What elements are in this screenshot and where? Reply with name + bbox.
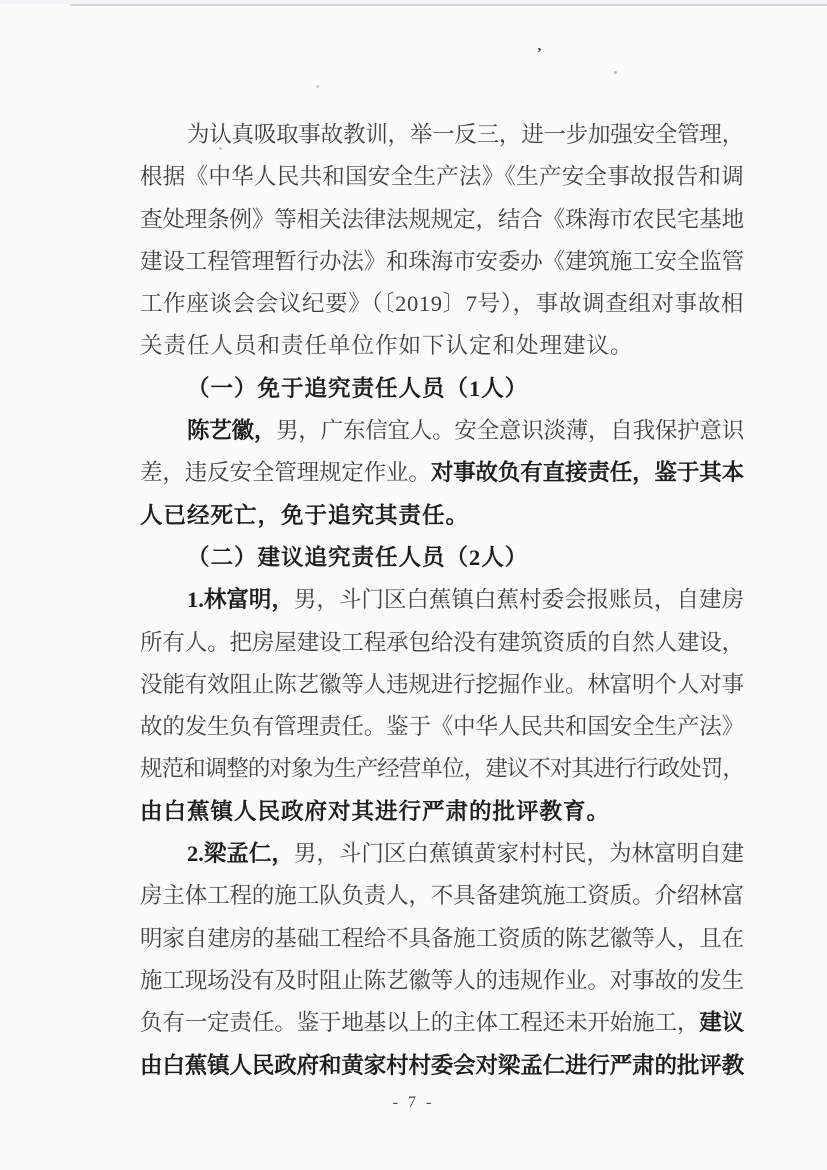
text-segment: 规范和调整的对象为生产经营单位，建议不对其进行行政处罚，: [140, 756, 744, 782]
text-line-content: [140, 283, 744, 325]
text-line-content: [140, 706, 744, 748]
text-segment: 差，违反安全管理规定作业。: [140, 460, 431, 486]
text-segment: 施工现场没有及时阻止陈艺徽等人的违规作业。对事故的发生: [140, 967, 744, 993]
text-line: [140, 156, 744, 198]
scan-speck: [614, 71, 617, 74]
text-line-content: [140, 452, 744, 494]
text-line-content: [140, 325, 634, 367]
text-segment: 工作座谈会会议纪要》（〔2019〕7号），事故调查组对事故相: [140, 291, 744, 317]
document-body: [140, 114, 744, 1087]
text-segment: 房主体工程的施工队负责人，不具备建筑施工资质。介绍林富: [140, 883, 744, 909]
text-line-content: [187, 537, 528, 579]
text-segment: 对事故负有直接责任，鉴于其本: [430, 460, 744, 486]
text-segment: 为认真吸取事故教训，举一反三，进一步加强安全管理，: [187, 122, 744, 147]
text-segment: （二）建议追究责任人员（2人）: [187, 544, 529, 570]
text-segment: 建设工程管理暂行办法》和珠海市安委办《建筑施工安全监管: [140, 248, 744, 274]
text-line: [140, 960, 744, 1002]
text-line-content: [140, 199, 744, 241]
text-line: [140, 368, 744, 410]
text-line-content: [187, 410, 744, 452]
text-line: [140, 410, 744, 452]
text-segment: 所有人。把房屋建设工程承包给没有建筑资质的自然人建设，: [140, 629, 744, 655]
text-line: [140, 452, 744, 494]
scan-artifact-mark: ’: [537, 46, 542, 61]
text-line-content: [140, 1045, 744, 1087]
text-line: [140, 325, 744, 367]
text-line: [140, 1045, 744, 1087]
text-line-content: [140, 960, 744, 1002]
text-line: [140, 537, 744, 579]
text-line-content: [140, 748, 744, 790]
text-line-content: [140, 622, 744, 664]
text-segment: 男，广东信宜人。安全意识淡薄，自我保护意识: [276, 418, 744, 444]
text-line: [140, 833, 744, 875]
text-line-content: [187, 833, 744, 875]
page-number: - 7 -: [392, 1094, 435, 1111]
text-line: [140, 706, 744, 748]
text-line: [140, 664, 744, 706]
text-segment: 人已经死亡，免于追究其责任。: [140, 502, 470, 528]
scan-speck: [316, 85, 319, 88]
text-segment: 陈艺徽，: [187, 418, 277, 444]
text-segment: 由白蕉镇人民政府和黄家村村委会对梁孟仁进行严肃的批评教: [140, 1052, 744, 1078]
text-segment: 建议: [699, 1010, 744, 1036]
text-segment: 故的发生负有管理责任。鉴于《中华人民共和国安全生产法》: [140, 714, 744, 740]
text-line: [140, 495, 744, 537]
text-segment: 没能有效阻止陈艺徽等人违规进行挖掘作业。林富明个人对事: [140, 671, 744, 697]
text-segment: 男，斗门区白蕉镇黄家村村民，为林富明自建: [293, 841, 744, 867]
text-segment: 查处理条例》等相关法律法规规定，结合《珠海市农民宅基地: [140, 206, 744, 232]
text-segment: 关责任人员和责任单位作如下认定和处理建议。: [140, 333, 634, 359]
text-line-content: [140, 1002, 744, 1044]
text-line: [140, 241, 744, 283]
text-line-content: [140, 791, 610, 833]
page-footer: [0, 1094, 827, 1112]
text-line: [140, 114, 744, 156]
text-line-content: [187, 114, 744, 156]
text-segment: 2.梁孟仁，: [187, 841, 294, 867]
text-line: [140, 918, 744, 960]
scan-edge-line: [70, 4, 827, 6]
text-segment: 根据《中华人民共和国安全生产法》《生产安全事故报告和调: [140, 164, 744, 190]
text-line: [140, 875, 744, 917]
text-line: [140, 199, 744, 241]
text-line: [140, 791, 744, 833]
text-line: [140, 1002, 744, 1044]
text-line: [140, 748, 744, 790]
text-segment: 男，斗门区白蕉镇白蕉村委会报账员，自建房: [293, 587, 744, 613]
text-segment: 明家自建房的基础工程给不具备施工资质的陈艺徽等人，且在: [140, 925, 744, 951]
text-line: [140, 283, 744, 325]
text-line-content: [140, 241, 744, 283]
text-line-content: [187, 368, 528, 410]
text-segment: （一）免于追究责任人员（1人）: [187, 375, 529, 401]
text-segment: 1.林富明，: [187, 587, 294, 613]
text-line-content: [140, 156, 744, 198]
text-segment: 由白蕉镇人民政府对其进行严肃的批评教育。: [140, 798, 611, 824]
text-line: [140, 579, 744, 621]
text-segment: 负有一定责任。鉴于地基以上的主体工程还未开始施工，: [140, 1010, 700, 1036]
text-line-content: [140, 664, 744, 706]
text-line: [140, 622, 744, 664]
text-line-content: [140, 918, 744, 960]
text-line-content: [187, 579, 744, 621]
text-line-content: [140, 875, 744, 917]
text-line-content: [140, 495, 469, 537]
